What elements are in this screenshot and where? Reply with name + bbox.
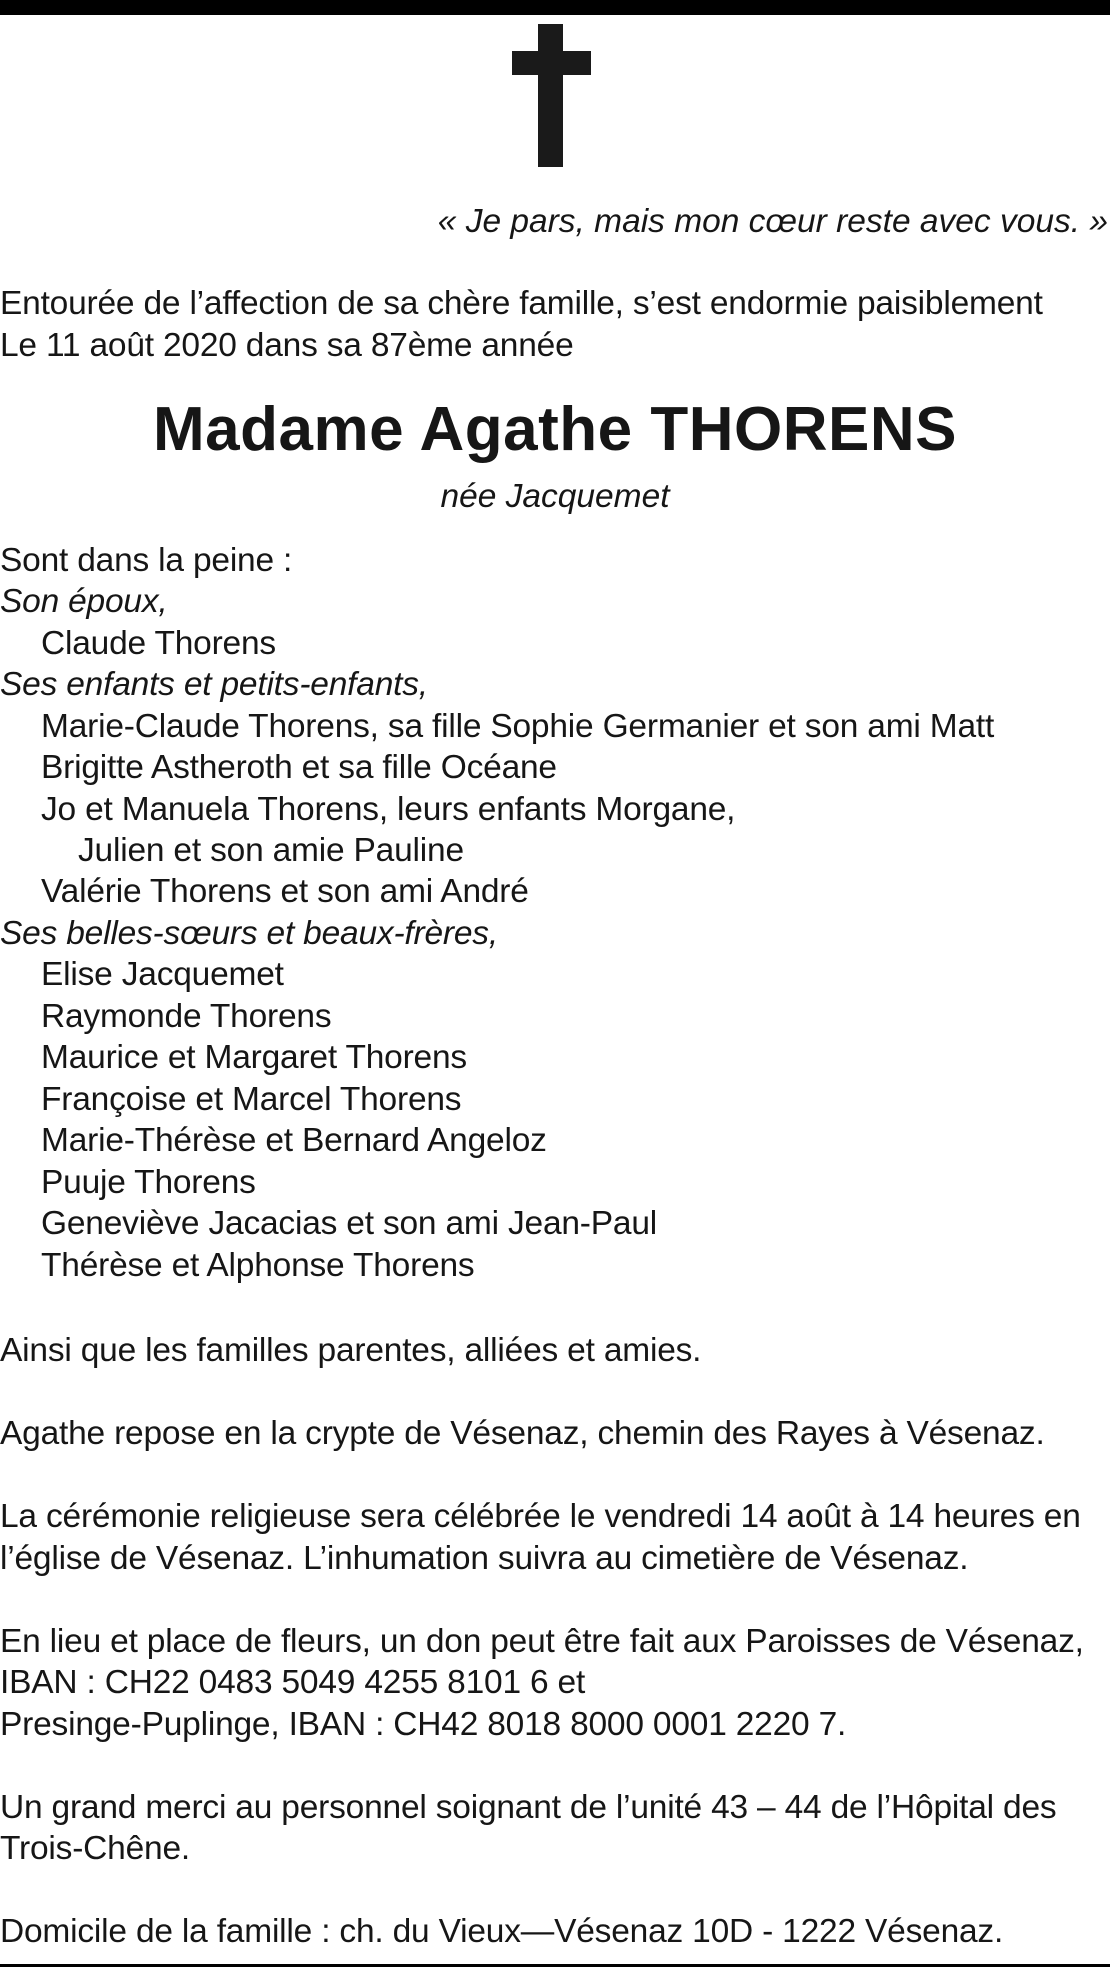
children-line: Marie-Claude Thorens, sa fille Sophie Germanier et son ami Matt [41,708,995,745]
top-border [0,0,1110,15]
donation-line-3: Presinge-Puplinge, IBAN : CH42 8018 8000 0001 2220 7. [0,1706,847,1743]
children-line: Brigitte Astheroth et sa fille Océane [41,749,557,786]
children-heading: Ses enfants et petits-enfants, [0,666,428,703]
inlaws-line: Françoise et Marcel Thorens [41,1081,462,1118]
families-paragraph: Ainsi que les familles parentes, alliées et amies. [0,1332,702,1369]
thanks-line-1: Un grand merci au personnel soignant de l’unité 43 – 44 de l’Hôpital des [0,1789,1057,1826]
maiden-name: née Jacquemet [440,478,670,515]
thanks-line-2: Trois-Chêne. [0,1830,190,1867]
epitaph-quote: « Je pars, mais mon cœur reste avec vous. » [437,203,1108,240]
inlaws-heading: Ses belles-sœurs et beaux-frères, [0,915,498,952]
inlaws-line: Puuje Thorens [41,1164,256,1201]
intro-line-2: Le 11 août 2020 dans sa 87ème année [0,327,574,364]
inlaws-line: Geneviève Jacacias et son ami Jean-Paul [41,1205,658,1242]
spouse-heading: Son époux, [0,583,168,620]
inlaws-line: Marie-Thérèse et Bernard Angeloz [41,1122,547,1159]
bottom-border [0,1964,1110,1967]
inlaws-line: Maurice et Margaret Thorens [41,1039,467,1076]
inlaws-line: Raymonde Thorens [41,998,332,1035]
inlaws-line: Thérèse et Alphonse Thorens [41,1247,475,1284]
ceremony-line-2: l’église de Vésenaz. L’inhumation suivra au cimetière de Vésenaz. [0,1540,969,1577]
intro-line-1: Entourée de l’affection de sa chère famille, s’est endormie paisiblement [0,285,1043,322]
mourners-intro: Sont dans la peine : [0,542,293,579]
domicile-paragraph: Domicile de la famille : ch. du Vieux—Vésenaz 10D - 1222 Vésenaz. [0,1913,1004,1950]
repose-paragraph: Agathe repose en la crypte de Vésenaz, chemin des Rayes à Vésenaz. [0,1415,1045,1452]
donation-line-2: IBAN : CH22 0483 5049 4255 8101 6 et [0,1664,586,1701]
spouse-name: Claude Thorens [41,625,276,662]
children-line: Julien et son amie Pauline [78,832,464,869]
donation-line-1: En lieu et place de fleurs, un don peut être fait aux Paroisses de Vésenaz, [0,1623,1084,1660]
deceased-name: Madame Agathe THORENS [153,395,957,464]
inlaws-line: Elise Jacquemet [41,956,284,993]
children-line: Jo et Manuela Thorens, leurs enfants Morgane, [41,791,736,828]
cross-icon [512,24,591,167]
ceremony-line-1: La cérémonie religieuse sera célébrée le vendredi 14 août à 14 heures en [0,1498,1081,1535]
children-line: Valérie Thorens et son ami André [41,873,529,910]
